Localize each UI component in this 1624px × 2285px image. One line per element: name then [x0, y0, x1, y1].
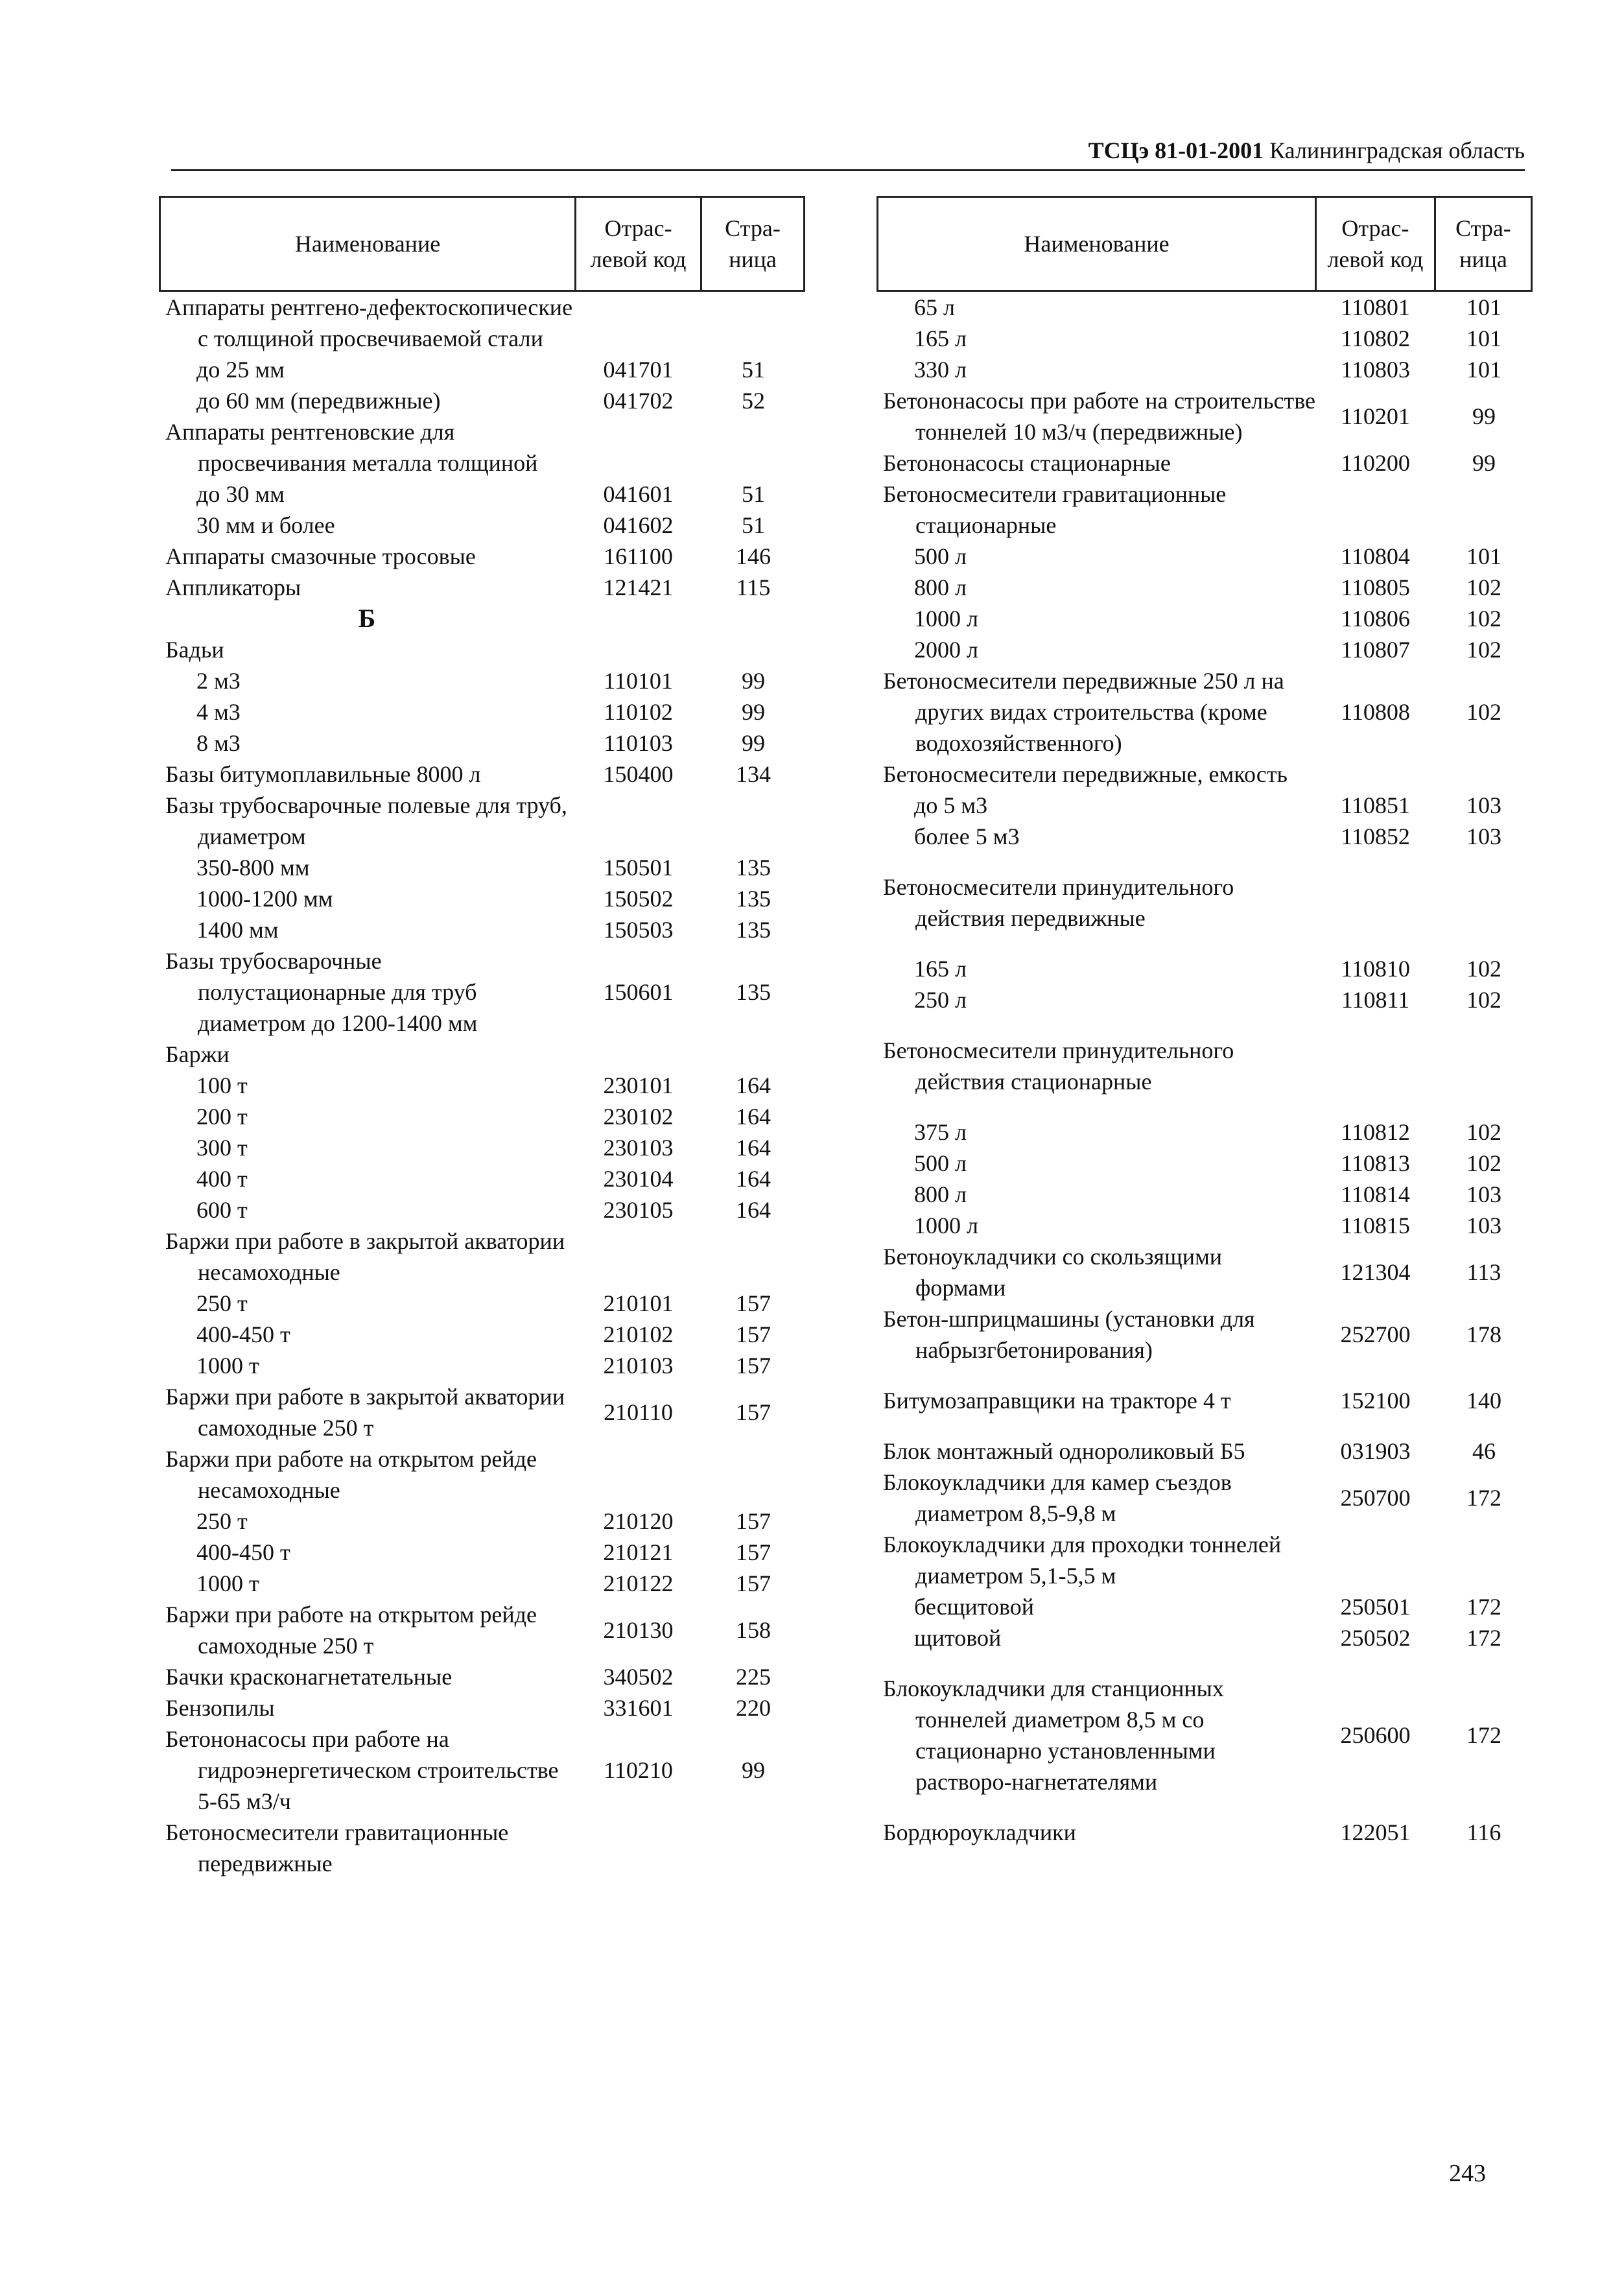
table-row	[159, 1537, 805, 1568]
item-code: 250501	[1340, 1594, 1411, 1620]
item-name: Баржи при работе в закрытой акватории самоходные 250 т	[165, 1384, 565, 1441]
table-row	[159, 790, 805, 852]
table-row	[159, 1568, 805, 1599]
item-code: 110802	[1341, 326, 1410, 351]
table-row	[877, 1148, 1533, 1179]
item-code: 110808	[1341, 699, 1410, 725]
item-code: 121421	[603, 574, 674, 600]
table-row	[159, 354, 805, 385]
item-code: 031903	[1340, 1438, 1411, 1464]
item-name: Бетононасосы при работе на строительстве тоннелей 10 м3/ч (передвижные)	[883, 388, 1315, 445]
item-page: 157	[736, 1290, 771, 1316]
item-code: 250600	[1340, 1722, 1411, 1748]
item-page: 51	[742, 481, 765, 507]
table-row	[159, 945, 805, 1039]
item-name: Бетононасосы при работе на гидроэнергетическом строительстве 5-65 м3/ч	[165, 1726, 559, 1814]
table-row	[877, 1817, 1533, 1848]
item-page: 146	[736, 543, 771, 569]
item-page: 103	[1466, 823, 1501, 849]
item-name: Базы битумоплавильные 8000 л	[165, 761, 481, 787]
table-row	[877, 1385, 1533, 1416]
item-code: 110812	[1341, 1119, 1410, 1145]
table-row	[159, 1817, 805, 1879]
page-number: 243	[1449, 2160, 1486, 2187]
table-row	[159, 728, 805, 759]
item-page: 164	[736, 1197, 771, 1223]
header-code: Отрас-левой код	[574, 198, 700, 290]
item-code: 110852	[1341, 823, 1410, 849]
table-row	[159, 1288, 805, 1319]
item-page: 157	[736, 1508, 771, 1534]
item-page: 103	[1466, 1181, 1501, 1207]
item-name: 250 л	[914, 987, 967, 1013]
item-name: Бордюроукладчики	[883, 1819, 1076, 1845]
left-rows	[159, 292, 805, 1879]
region-name: Калининградская область	[1264, 137, 1525, 163]
table-row	[159, 541, 805, 572]
item-name: 2000 л	[914, 637, 978, 663]
header-name: Наименование	[1024, 231, 1170, 257]
item-code: 230103	[603, 1135, 674, 1161]
item-page: 135	[736, 886, 771, 912]
table-row	[159, 634, 805, 665]
item-name: Баржи при работе в закрытой акватории несамоходные	[165, 1228, 565, 1285]
item-page: 157	[736, 1399, 771, 1425]
table-row	[159, 510, 805, 541]
table-row	[877, 323, 1533, 354]
item-name: Бетоносмесители передвижные 250 л на других видах строительства (кроме водохозяйственного)	[883, 668, 1284, 756]
item-name: щитовой	[914, 1625, 1002, 1651]
table-row	[159, 603, 805, 634]
item-page: 102	[1466, 1150, 1501, 1176]
row-spacer	[877, 852, 1533, 871]
item-code: 230105	[603, 1197, 674, 1223]
row-spacer	[877, 1416, 1533, 1436]
table-row	[877, 634, 1533, 665]
item-name: до 5 м3	[914, 792, 988, 818]
item-name: до 60 мм (передвижные)	[196, 388, 441, 414]
table-row	[877, 1467, 1533, 1529]
item-name: Блокоукладчики для проходки тоннелей диаметром 5,1-5,5 м	[883, 1532, 1282, 1589]
table-row	[159, 1661, 805, 1692]
item-name: Базы трубосварочные полустационарные для труб диаметром до 1200-1400 мм	[165, 948, 478, 1036]
header-code: Отрас-левой код	[1315, 198, 1434, 290]
header-page: Стра-ница	[1434, 198, 1531, 290]
running-header	[171, 137, 1525, 171]
item-page: 102	[1466, 606, 1501, 632]
item-page: 135	[736, 917, 771, 943]
item-name: 4 м3	[196, 699, 241, 725]
item-name: 400 т	[196, 1166, 248, 1192]
item-name: Бетоносмесители принудительного действия передвижные	[883, 874, 1234, 931]
table-row	[877, 1591, 1533, 1622]
item-page: 164	[736, 1072, 771, 1098]
item-name: Баржи	[165, 1041, 229, 1067]
item-page: 157	[736, 1321, 771, 1347]
table-row	[159, 1101, 805, 1132]
item-name: Бетоноукладчики со скользящими формами	[883, 1244, 1223, 1301]
header-page: Стра-ница	[700, 198, 803, 290]
item-name: 1400 мм	[196, 917, 279, 943]
item-name: 165 л	[914, 956, 967, 982]
table-row	[159, 1194, 805, 1225]
table-row	[877, 479, 1533, 541]
item-page: 99	[742, 668, 765, 694]
table-row	[877, 1529, 1533, 1591]
item-code: 210120	[603, 1508, 674, 1534]
item-code: 041602	[603, 512, 674, 538]
item-code: 122051	[1340, 1819, 1411, 1845]
item-code: 150502	[603, 886, 674, 912]
table-row	[159, 759, 805, 790]
item-name: Баржи при работе на открытом рейде самоходные 250 т	[165, 1602, 537, 1659]
row-spacer	[877, 1097, 1533, 1117]
item-code: 110102	[604, 699, 673, 725]
item-page: 172	[1466, 1722, 1501, 1748]
header-name: Наименование	[294, 231, 441, 257]
item-page: 51	[742, 357, 765, 383]
table-row	[877, 1210, 1533, 1241]
item-page: 172	[1466, 1594, 1501, 1620]
item-page: 116	[1466, 1819, 1501, 1845]
table-header	[877, 196, 1533, 292]
item-name: Бетоносмесители гравитационные стационарные	[883, 481, 1227, 538]
item-code: 252700	[1340, 1321, 1411, 1347]
item-name: Битумозаправщики на тракторе 4 т	[883, 1388, 1231, 1414]
item-page: 102	[1466, 574, 1501, 600]
item-code: 210110	[604, 1399, 673, 1425]
table-row	[877, 292, 1533, 323]
item-code: 110103	[604, 730, 673, 756]
item-name: 100 т	[196, 1072, 248, 1098]
item-code: 110805	[1341, 574, 1410, 600]
table-row	[877, 1241, 1533, 1303]
item-code: 110811	[1341, 987, 1410, 1013]
item-name: Аппараты рентгеновские для просвечивания металла толщиной	[165, 419, 538, 476]
table-row	[877, 541, 1533, 572]
item-page: 157	[736, 1353, 771, 1379]
item-page: 225	[736, 1664, 771, 1690]
item-page: 115	[736, 574, 771, 600]
table-row	[159, 1350, 805, 1381]
table-row	[877, 385, 1533, 447]
item-name: 500 л	[914, 1150, 967, 1176]
item-name: Бетоносмесители передвижные, емкость	[883, 761, 1288, 787]
item-page: 164	[736, 1104, 771, 1130]
item-name: Бензопилы	[165, 1695, 275, 1721]
item-code: 121304	[1340, 1259, 1411, 1285]
item-name: 375 л	[914, 1119, 967, 1145]
right-column	[877, 196, 1533, 1848]
table-row	[877, 1035, 1533, 1097]
item-name: 1000 т	[196, 1353, 259, 1379]
item-name: 1000-1200 мм	[196, 886, 333, 912]
item-name: до 25 мм	[196, 357, 285, 383]
item-page: 99	[742, 730, 765, 756]
item-code: 331601	[603, 1695, 674, 1721]
item-page: 103	[1466, 1213, 1501, 1238]
table-row	[159, 1132, 805, 1163]
table-row	[159, 1506, 805, 1537]
item-code: 041701	[603, 357, 674, 383]
item-code: 230102	[603, 1104, 674, 1130]
table-row	[877, 984, 1533, 1015]
item-code: 230104	[603, 1166, 674, 1192]
item-code: 110801	[1341, 294, 1410, 320]
item-name: 330 л	[914, 357, 967, 383]
item-name: 400-450 т	[196, 1321, 290, 1347]
item-code: 210103	[603, 1353, 674, 1379]
item-page: 101	[1466, 357, 1501, 383]
item-page: 99	[742, 699, 765, 725]
item-code: 210121	[603, 1539, 674, 1565]
item-code: 110851	[1341, 792, 1410, 818]
item-code: 110815	[1341, 1213, 1410, 1238]
table-row	[877, 1303, 1533, 1366]
left-column	[159, 196, 805, 1879]
table-row	[877, 759, 1533, 790]
item-name: бесщитовой	[914, 1594, 1034, 1620]
item-name: 800 л	[914, 1181, 967, 1207]
item-code: 152100	[1340, 1388, 1411, 1414]
table-header	[159, 196, 805, 292]
item-page: 102	[1466, 956, 1501, 982]
item-name: 30 мм и более	[196, 512, 335, 538]
table-row	[159, 1070, 805, 1101]
item-name: 800 л	[914, 574, 967, 600]
item-code: 110200	[1341, 450, 1410, 476]
item-code: 161100	[604, 543, 673, 569]
item-page: 178	[1466, 1321, 1501, 1347]
table-row	[159, 1319, 805, 1350]
table-row	[159, 1225, 805, 1288]
item-name: более 5 м3	[914, 823, 1020, 849]
table-row	[877, 821, 1533, 852]
item-name: до 30 мм	[196, 481, 285, 507]
table-row	[159, 385, 805, 416]
item-code: 110201	[1341, 403, 1410, 429]
table-row	[877, 953, 1533, 984]
item-code: 110806	[1341, 606, 1410, 632]
table-row	[159, 572, 805, 603]
table-row	[877, 1117, 1533, 1148]
item-code: 210122	[603, 1570, 674, 1596]
table-row	[159, 696, 805, 728]
table-row	[877, 1622, 1533, 1653]
item-name: 250 т	[196, 1290, 248, 1316]
item-name: Бетон-шприцмашины (установки для набрызгбетонирования)	[883, 1306, 1255, 1363]
item-page: 140	[1466, 1388, 1501, 1414]
item-name: Аппараты смазочные тросовые	[165, 543, 476, 569]
item-page: 101	[1466, 326, 1501, 351]
item-code: 210102	[603, 1321, 674, 1347]
table-row	[159, 1039, 805, 1070]
item-page: 157	[736, 1570, 771, 1596]
table-row	[877, 1673, 1533, 1797]
item-code: 110807	[1341, 637, 1410, 663]
item-code: 110210	[604, 1757, 673, 1783]
item-code: 340502	[603, 1664, 674, 1690]
item-code: 041601	[603, 481, 674, 507]
item-page: 172	[1466, 1485, 1501, 1511]
item-code: 110803	[1341, 357, 1410, 383]
row-spacer	[877, 1797, 1533, 1817]
item-name: 8 м3	[196, 730, 241, 756]
right-rows	[877, 292, 1533, 1848]
item-page: 51	[742, 512, 765, 538]
item-page: 52	[742, 388, 765, 414]
table-row	[159, 1163, 805, 1194]
item-page: 135	[736, 979, 771, 1005]
item-name: Блокоукладчики для станционных тоннелей диаметром 8,5 м со стационарно установленными растворо-нагнетателями	[883, 1675, 1224, 1795]
item-page: 134	[736, 761, 771, 787]
item-name: 1000 л	[914, 606, 978, 632]
table-row	[159, 1443, 805, 1506]
table-row	[159, 1692, 805, 1723]
item-page: 102	[1466, 1119, 1501, 1145]
item-name: 350-800 мм	[196, 855, 310, 881]
item-page: 102	[1466, 987, 1501, 1013]
item-page: 164	[736, 1135, 771, 1161]
row-spacer	[877, 1015, 1533, 1035]
item-name: Бетоносмесители принудительного действия стационарные	[883, 1037, 1234, 1095]
table-row	[159, 852, 805, 883]
item-page: 158	[736, 1617, 771, 1643]
table-row	[159, 1723, 805, 1817]
table-row	[877, 665, 1533, 759]
item-page: 113	[1466, 1259, 1501, 1285]
item-code: 150601	[603, 979, 674, 1005]
item-name: 2 м3	[196, 668, 241, 694]
item-name: 600 т	[196, 1197, 248, 1223]
item-name: 1000 л	[914, 1213, 978, 1238]
item-name: Бадьи	[165, 637, 224, 663]
item-code: 150501	[603, 855, 674, 881]
item-code: 210101	[603, 1290, 674, 1316]
item-page: 102	[1466, 699, 1501, 725]
item-code: 150503	[603, 917, 674, 943]
item-name: 250 т	[196, 1508, 248, 1534]
item-code: 150400	[603, 761, 674, 787]
table-row	[159, 479, 805, 510]
item-page: 157	[736, 1539, 771, 1565]
item-page: 102	[1466, 637, 1501, 663]
item-name: 165 л	[914, 326, 967, 351]
item-name: Бетононасосы стационарные	[883, 450, 1171, 476]
item-name: 65 л	[914, 294, 955, 320]
item-page: 164	[736, 1166, 771, 1192]
item-code: 210130	[603, 1617, 674, 1643]
item-code: 110814	[1341, 1181, 1410, 1207]
item-page: 103	[1466, 792, 1501, 818]
item-name: 400-450 т	[196, 1539, 290, 1565]
item-name: 1000 т	[196, 1570, 259, 1596]
table-row	[877, 871, 1533, 934]
item-page: 99	[742, 1757, 765, 1783]
table-row	[877, 572, 1533, 603]
item-page: 172	[1466, 1625, 1501, 1651]
table-row	[159, 665, 805, 696]
item-code: 230101	[603, 1072, 674, 1098]
document-code: ТСЦэ 81-01-2001	[1088, 137, 1264, 163]
table-row	[877, 354, 1533, 385]
item-name: 500 л	[914, 543, 967, 569]
table-row	[877, 790, 1533, 821]
item-page: 220	[736, 1695, 771, 1721]
item-name: Баржи при работе на открытом рейде несамоходные	[165, 1446, 537, 1503]
item-name: 300 т	[196, 1135, 248, 1161]
item-page: 99	[1472, 403, 1496, 429]
item-page: 99	[1472, 450, 1496, 476]
item-code: 041702	[603, 388, 674, 414]
item-code: 110813	[1341, 1150, 1410, 1176]
row-spacer	[877, 1653, 1533, 1673]
table-row	[159, 1599, 805, 1661]
item-name: Базы трубосварочные полевые для труб, диаметром	[165, 792, 567, 849]
table-row	[159, 416, 805, 479]
item-page: 135	[736, 855, 771, 881]
row-spacer	[877, 934, 1533, 953]
item-code: 110101	[604, 668, 673, 694]
table-row	[877, 1179, 1533, 1210]
row-spacer	[877, 1366, 1533, 1385]
table-row	[877, 447, 1533, 479]
item-page: 46	[1472, 1438, 1496, 1464]
item-code: 250502	[1340, 1625, 1411, 1651]
item-code: 110810	[1341, 956, 1410, 982]
item-page: 101	[1466, 543, 1501, 569]
item-name: Блок монтажный однороликовый Б5	[883, 1438, 1245, 1464]
item-page: 101	[1466, 294, 1501, 320]
item-name: Бачки красконагнетательные	[165, 1664, 453, 1690]
item-name: Аппликаторы	[165, 574, 301, 600]
table-row	[159, 1381, 805, 1443]
table-row	[159, 914, 805, 945]
item-name: Блокоукладчики для камер съездов диаметром 8,5-9,8 м	[883, 1469, 1232, 1526]
table-row	[159, 292, 805, 354]
item-code: 110804	[1341, 543, 1410, 569]
section-letter: Б	[358, 604, 376, 633]
item-code: 250700	[1340, 1485, 1411, 1511]
item-name: Бетоносмесители гравитационные передвижные	[165, 1819, 509, 1877]
item-name: 200 т	[196, 1104, 248, 1130]
table-row	[877, 1436, 1533, 1467]
table-row	[877, 603, 1533, 634]
item-name: Аппараты рентгено-дефектоскопические с толщиной просвечиваемой стали	[165, 294, 573, 351]
table-row	[159, 883, 805, 914]
